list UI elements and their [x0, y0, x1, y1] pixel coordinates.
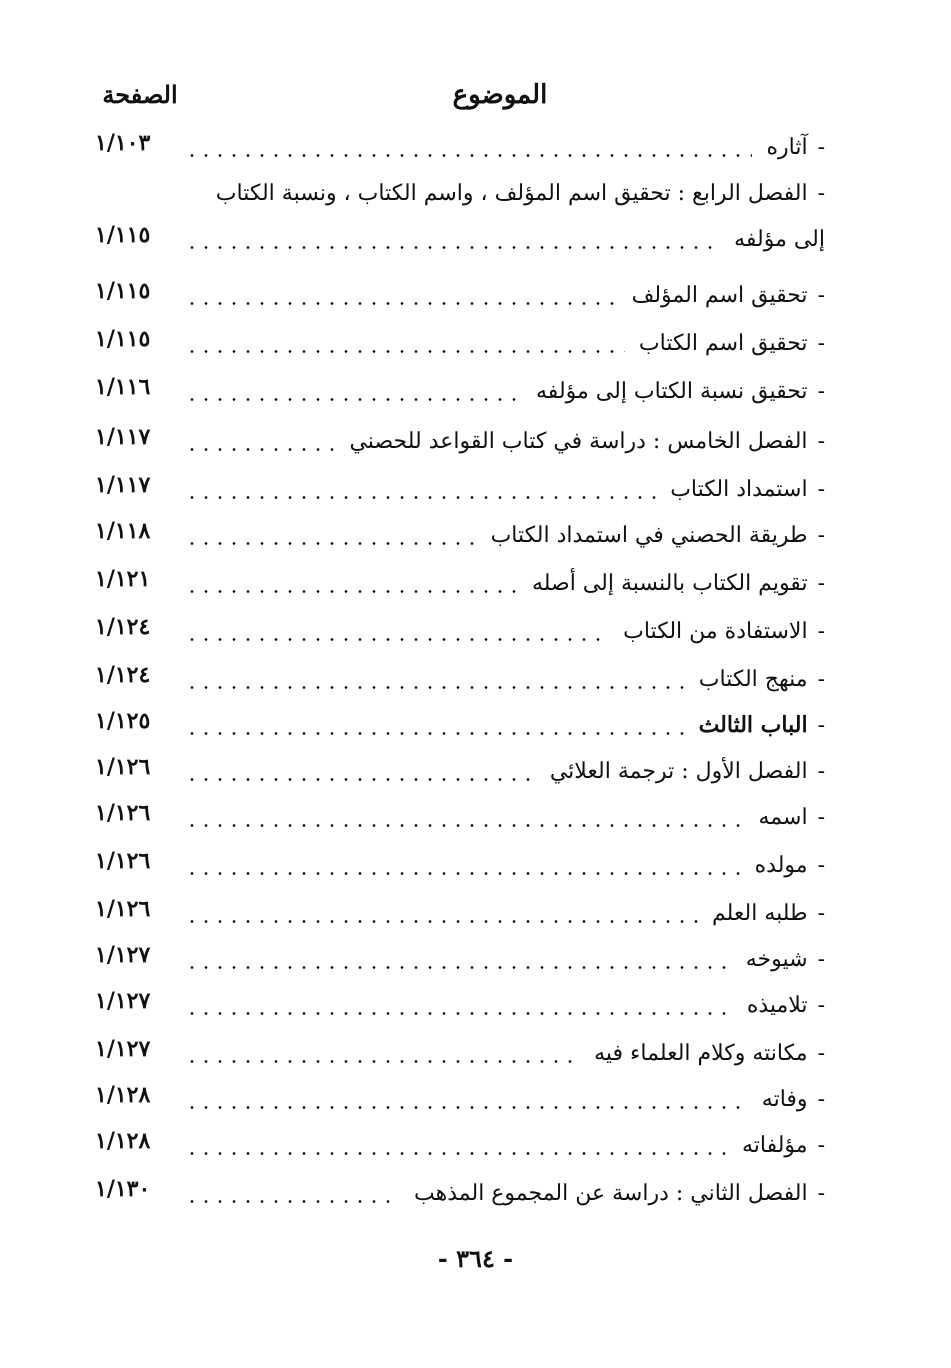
dot-leader — [185, 542, 477, 545]
entry-dash: - — [817, 428, 825, 454]
entry-text — [185, 560, 825, 606]
dot-leader — [185, 732, 685, 735]
entry-page-ref: ١/١٣٠ — [95, 1176, 151, 1202]
entry-page-ref: ١/١١٧ — [95, 424, 151, 450]
entry-page-ref: ١/١١٧ — [95, 472, 151, 498]
entry-title: تحقيق اسم الكتاب — [638, 330, 808, 356]
entry-page-ref: ١/١٢٨ — [95, 1128, 151, 1154]
entry-page-ref: ١/١٢١ — [95, 566, 151, 592]
entry-title: الفصل الأول : ترجمة العلائي — [549, 758, 808, 784]
entry-page-ref: ١/١١٥ — [95, 278, 151, 304]
dot-leader — [185, 350, 625, 353]
entry-title: إلى مؤلفه — [734, 226, 825, 252]
toc-entry — [0, 608, 951, 654]
toc-entry — [0, 320, 951, 366]
toc-entry — [0, 368, 951, 414]
entry-dash: - — [817, 618, 825, 644]
entry-title: مولده — [754, 852, 808, 878]
toc-entry — [0, 1170, 951, 1216]
entry-title: تلاميذه — [746, 992, 808, 1018]
entry-dash: - — [817, 1180, 825, 1206]
entry-title: مؤلفاته — [741, 1132, 808, 1158]
entry-dash: - — [817, 992, 825, 1018]
entry-dash: - — [817, 476, 825, 502]
entry-text — [185, 1122, 825, 1168]
toc-entry — [0, 560, 951, 606]
toc-header — [0, 80, 951, 120]
entry-page-ref: ١/١٠٣ — [95, 130, 151, 156]
entry-dash: - — [817, 378, 825, 404]
entry-title: تحقيق اسم المؤلف — [631, 282, 808, 308]
dot-leader — [185, 966, 732, 969]
toc-entry — [0, 1122, 951, 1168]
entry-text — [185, 272, 825, 318]
dot-leader — [185, 920, 698, 923]
entry-title: تقويم الكتاب بالنسبة إلى أصله — [531, 570, 808, 596]
toc-entry — [0, 124, 951, 170]
entry-page-ref: ١/١٢٤ — [95, 662, 151, 688]
entry-title: الاستفادة من الكتاب — [623, 618, 808, 644]
toc-entry — [0, 466, 951, 512]
entry-dash: - — [817, 852, 825, 878]
entry-title: اسمه — [758, 804, 808, 830]
toc-entry — [0, 216, 951, 262]
entry-title: استمداد الكتاب — [670, 476, 808, 502]
entry-title: منهج الكتاب — [698, 666, 808, 692]
dot-leader — [185, 448, 335, 451]
dot-leader — [185, 154, 752, 157]
entry-title: الفصل الثاني : دراسة عن المجموع المذهب — [414, 1180, 808, 1206]
entry-text — [185, 320, 825, 366]
dot-leader — [185, 398, 522, 401]
entry-dash: - — [817, 180, 825, 206]
toc-entry — [0, 890, 951, 936]
entry-page-ref: ١/١١٨ — [95, 518, 151, 544]
toc-entry — [0, 272, 951, 318]
entry-page-ref: ١/١٢٧ — [95, 942, 151, 968]
entry-page-ref: ١/١٢٦ — [95, 896, 151, 922]
page-column-heading: الصفحة — [102, 80, 178, 109]
dot-leader — [185, 246, 720, 249]
entry-title: مكانته وكلام العلماء فيه — [594, 1040, 808, 1066]
entry-text — [185, 890, 825, 936]
entry-text — [185, 702, 825, 748]
dot-leader — [185, 302, 618, 305]
entry-title: وفاته — [761, 1086, 808, 1112]
entry-page-ref: ١/١١٦ — [95, 374, 151, 400]
topic-column-heading: الموضوع — [452, 80, 548, 110]
entry-dash: - — [817, 1086, 825, 1112]
toc-entry-line1-text — [175, 170, 825, 216]
entry-dash: - — [817, 804, 825, 830]
entry-text — [185, 368, 825, 414]
toc-entry — [0, 512, 951, 558]
entry-page-ref: ١/١٢٤ — [95, 614, 151, 640]
entry-text — [185, 748, 825, 794]
entry-title: آثاره — [766, 134, 808, 160]
entry-page-ref: ١/١١٥ — [95, 222, 151, 248]
toc-entry — [0, 936, 951, 982]
dot-leader — [185, 1012, 733, 1015]
entry-text — [185, 1030, 825, 1076]
entry-text — [185, 1076, 825, 1122]
entry-title: طلبه العلم — [711, 900, 808, 926]
entry-text — [185, 216, 825, 262]
entry-text — [185, 794, 825, 840]
dot-leader — [185, 1106, 748, 1109]
entry-dash: - — [817, 666, 825, 692]
dot-leader — [185, 1060, 580, 1063]
entry-title: شيوخه — [745, 946, 808, 972]
dot-leader — [185, 638, 609, 641]
toc-entry-line1 — [0, 170, 951, 216]
dot-leader — [185, 778, 536, 781]
toc-entry — [0, 748, 951, 794]
entry-text — [185, 466, 825, 512]
entry-text — [185, 1170, 825, 1216]
entry-dash: - — [817, 330, 825, 356]
entry-dash: - — [817, 1040, 825, 1066]
dot-leader — [185, 590, 518, 593]
dot-leader — [185, 686, 685, 689]
entry-text — [185, 656, 825, 702]
toc-entry — [0, 1030, 951, 1076]
toc-entry — [0, 794, 951, 840]
entry-text — [185, 842, 825, 888]
toc-entry — [0, 982, 951, 1028]
entry-dash: - — [817, 570, 825, 596]
entry-dash: - — [817, 946, 825, 972]
entry-dash: - — [817, 522, 825, 548]
entry-text — [185, 982, 825, 1028]
toc-entry — [0, 418, 951, 464]
entry-title: الباب الثالث — [698, 712, 808, 738]
dot-leader — [185, 1152, 728, 1155]
entry-dash: - — [817, 134, 825, 160]
page-number: - ٣٦٤ - — [437, 1244, 514, 1273]
entry-page-ref: ١/١٢٦ — [95, 754, 151, 780]
entry-title: الفصل الخامس : دراسة في كتاب القواعد للحصني — [349, 428, 808, 454]
entry-page-ref: ١/١٢٦ — [95, 848, 151, 874]
dot-leader — [185, 872, 741, 875]
dot-leader — [185, 496, 656, 499]
entry-title-line1: الفصل الرابع : تحقيق اسم المؤلف ، واسم الكتاب ، ونسبة الكتاب — [215, 180, 808, 206]
entry-text — [185, 936, 825, 982]
entry-dash: - — [817, 282, 825, 308]
entry-dash: - — [817, 900, 825, 926]
dot-leader — [185, 1200, 400, 1203]
entry-page-ref: ١/١٢٦ — [95, 800, 151, 826]
toc-entry — [0, 1076, 951, 1122]
dot-leader — [185, 824, 745, 827]
entry-page-ref: ١/١١٥ — [95, 326, 151, 352]
entry-dash: - — [817, 712, 825, 738]
entry-page-ref: ١/١٢٥ — [95, 708, 151, 734]
entry-text — [185, 124, 825, 170]
entry-dash: - — [817, 1132, 825, 1158]
entry-page-ref: ١/١٢٨ — [95, 1082, 151, 1108]
entry-text — [185, 512, 825, 558]
entry-text — [185, 608, 825, 654]
entry-dash: - — [817, 758, 825, 784]
entry-title: طريقة الحصني في استمداد الكتاب — [490, 522, 808, 548]
entry-page-ref: ١/١٢٧ — [95, 988, 151, 1014]
toc-entry — [0, 656, 951, 702]
toc-entry — [0, 842, 951, 888]
toc-entry — [0, 702, 951, 748]
entry-title: تحقيق نسبة الكتاب إلى مؤلفه — [536, 378, 808, 404]
entry-text — [185, 418, 825, 464]
entry-page-ref: ١/١٢٧ — [95, 1036, 151, 1062]
